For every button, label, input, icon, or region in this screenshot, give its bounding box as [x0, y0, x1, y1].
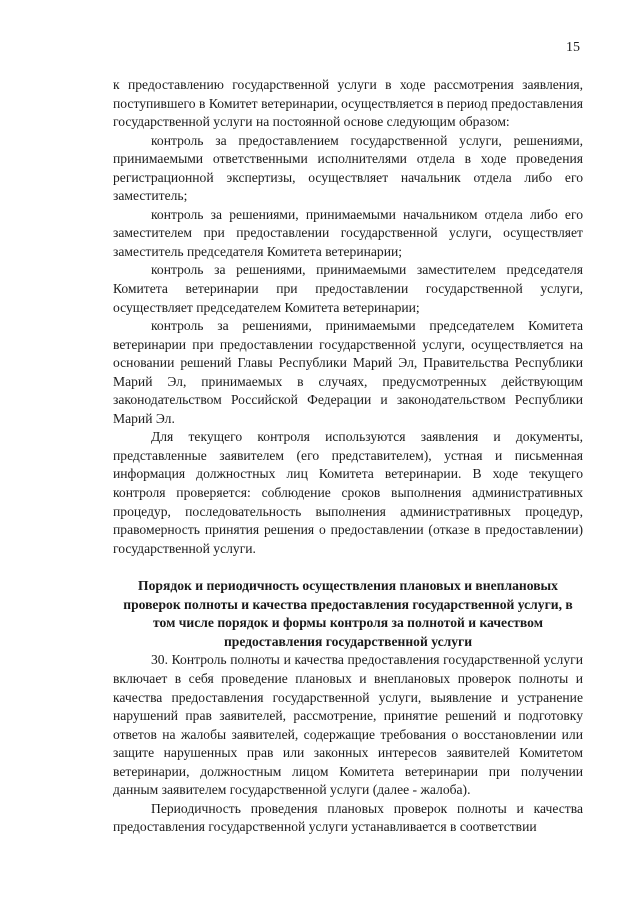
paragraph-control-head: контроль за решениями, принимаемыми начальником отдела либо его заместителем при предоставлении государственной услуги, осуществляет заместитель председателя Комитета ветеринарии; [113, 206, 583, 259]
paragraph-item-30: 30. Контроль полноты и качества предоставления государственной услуги включает в себя проведение плановых и внеплановых проверок полноты и качества предоставления государственной услуги, выявление и устранение нарушений прав заявителей, рассмотрение, принятие решений и подготовку ответов на жалобы заявителей, содержащие требования о восстановлении или защите нарушенных прав или законных интересов заявителей Комитетом ветеринарии, должностным лицом Комитета ветеринарии при получении данным заявителем государственной услуги (далее - жалоба). [113, 652, 583, 798]
section-heading: Порядок и периодичность осуществления плановых и внеплановых проверок полноты и качества предоставления государственной услуги, в том числе порядок и формы контроля за полнотой и качеством предоставления государственной услуги [123, 578, 573, 649]
document-body [113, 76, 583, 837]
page-number: 15 [566, 40, 580, 55]
paragraph-control-department: контроль за предоставлением государственной услуги, решениями, принимаемыми ответственными исполнителями отдела в ходе проведения регистрационной экспертизы, осуществляет начальник отдела либо его заместитель; [113, 132, 583, 204]
paragraph-current-control: Для текущего контроля используются заявления и документы, представленные заявителем (его представителем), устная и письменная информация должностных лиц Комитета ветеринарии. В ходе текущего контроля проверяется: соблюдение сроков выполнения административных процедур, последовательность выполнения административных процедур, правомерность принятия решения о предоставлении (отказе в предоставлении) государственной услуги. [113, 429, 583, 556]
paragraph-intro: к предоставлению государственной услуги в ходе рассмотрения заявления, поступившего в Комитет ветеринарии, осуществляется в период предоставления государственной услуги на постоянной основе следующим образом: [113, 77, 583, 130]
paragraph-periodicity: Периодичность проведения плановых проверок полноты и качества предоставления государственной услуги устанавливается в соответствии [113, 800, 583, 835]
paragraph-control-chairman: контроль за решениями, принимаемыми председателем Комитета ветеринарии при предоставлении государственной услуги, осуществляется на основании решений Главы Республики Марий Эл, Правительства Республики Марий Эл, принимаемых в случаях, предусмотренных действующим законодательством Российской Федерации и законодательством Республики Марий Эл. [113, 318, 583, 426]
paragraph-control-deputy-chairman: контроль за решениями, принимаемыми заместителем председателя Комитета ветеринарии при предоставлении государственной услуги, осуществляет председателем Комитета ветеринарии; [113, 262, 583, 315]
